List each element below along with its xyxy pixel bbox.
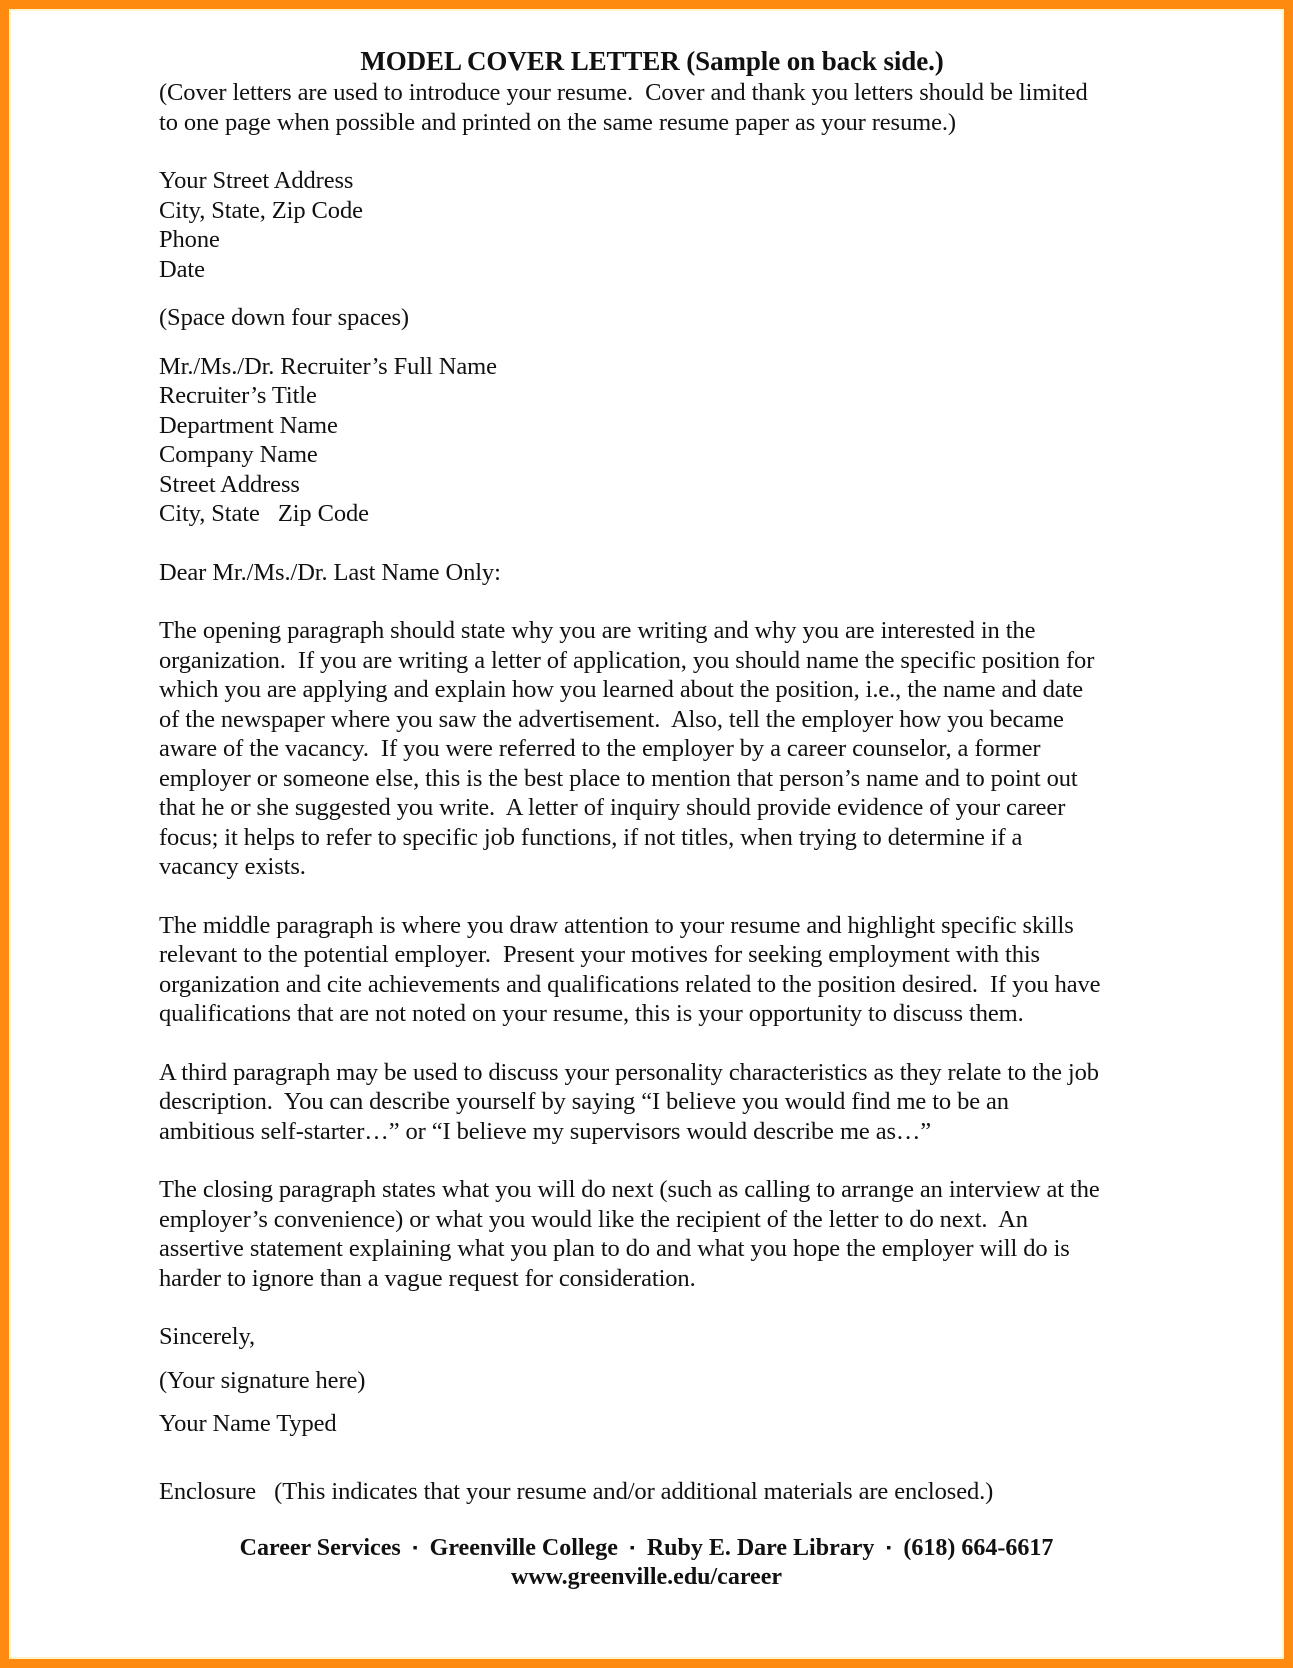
intro-note bbox=[159, 78, 1139, 137]
sender-phone: Phone bbox=[159, 226, 220, 253]
typed-name: Your Name Typed bbox=[159, 1410, 337, 1437]
cover-letter-document bbox=[159, 44, 1139, 1506]
middle-paragraph bbox=[159, 911, 1139, 1029]
footer-phone: (618) 664-6617 bbox=[903, 1535, 1054, 1561]
recipient-title: Recruiter’s Title bbox=[159, 382, 317, 409]
footer bbox=[0, 1534, 1293, 1592]
closing-paragraph bbox=[159, 1175, 1139, 1293]
intro-line: (Cover letters are used to introduce your resume. Cover and thank you letters should be limited bbox=[159, 79, 1088, 106]
paragraph-line: of the newspaper where you saw the advertisement. Also, tell the employer how you became bbox=[159, 705, 1064, 733]
paragraph-line: The middle paragraph is where you draw attention to your resume and highlight specific skills bbox=[159, 911, 1074, 939]
paragraph-line: harder to ignore than a vague request for consideration. bbox=[159, 1264, 696, 1292]
paragraph-line: The closing paragraph states what you will do next (such as calling to arrange an interview at the bbox=[159, 1176, 1100, 1203]
sender-street: Your Street Address bbox=[159, 167, 354, 194]
paragraph-line: focus; it helps to refer to specific job functions, if not titles, when trying to determine if a bbox=[159, 823, 1023, 851]
sender-city-state-zip: City, State, Zip Code bbox=[159, 196, 363, 224]
paragraph-line: aware of the vacancy. If you were referred to the employer by a career counselor, a former bbox=[159, 735, 1041, 762]
paragraph-line: assertive statement explaining what you plan to do and what you hope the employer will do is bbox=[159, 1235, 1070, 1262]
bullet-separator-icon: ▪ bbox=[629, 1541, 635, 1556]
bullet-separator-icon: ▪ bbox=[412, 1541, 418, 1556]
sender-date: Date bbox=[159, 255, 205, 283]
paragraph-line: ambitious self-starter…” or “I believe my supervisors would describe me as…” bbox=[159, 1117, 932, 1145]
bullet-separator-icon: ▪ bbox=[886, 1541, 892, 1556]
paragraph-line: employer’s convenience) or what you would like the recipient of the letter to do next. An bbox=[159, 1205, 1028, 1233]
footer-website-link[interactable]: www.greenville.edu/career bbox=[510, 1564, 783, 1590]
paragraph-line: vacancy exists. bbox=[159, 853, 306, 880]
footer-contact-line bbox=[0, 1534, 1293, 1563]
footer-library: Ruby E. Dare Library bbox=[646, 1535, 875, 1561]
paragraph-line: The opening paragraph should state why you are writing and why you are interested in the bbox=[159, 617, 1036, 644]
paragraph-line: relevant to the potential employer. Present your motives for seeking employment with this bbox=[159, 941, 1040, 968]
opening-paragraph bbox=[159, 616, 1139, 882]
signature-placeholder: (Your signature here) bbox=[159, 1366, 366, 1394]
recipient-department: Department Name bbox=[159, 411, 338, 439]
footer-college: Greenville College bbox=[429, 1535, 618, 1561]
spacing-note: (Space down four spaces) bbox=[159, 304, 409, 331]
recipient-address-block bbox=[159, 352, 1139, 529]
sender-address-block bbox=[159, 166, 1139, 284]
paragraph-line: organization and cite achievements and qualifications related to the position desired. If you have bbox=[159, 970, 1101, 998]
footer-career-services: Career Services bbox=[239, 1535, 401, 1561]
intro-line: to one page when possible and printed on the same resume paper as your resume.) bbox=[159, 108, 956, 136]
paragraph-line: qualifications that are not noted on your resume, this is your opportunity to discuss them. bbox=[159, 1000, 1024, 1027]
paragraph-line: description. You can describe yourself by saying “I believe you would find me to be an bbox=[159, 1088, 1009, 1115]
closing-salutation: Sincerely, bbox=[159, 1323, 256, 1350]
recipient-company: Company Name bbox=[159, 441, 318, 468]
enclosure-note: Enclosure (This indicates that your resume and/or additional materials are enclosed.) bbox=[159, 1477, 994, 1505]
paragraph-line: A third paragraph may be used to discuss your personality characteristics as they relate to the job bbox=[159, 1058, 1099, 1086]
recipient-street: Street Address bbox=[159, 470, 300, 498]
third-paragraph bbox=[159, 1058, 1139, 1147]
paragraph-line: which you are applying and explain how you learned about the position, i.e., the name and date bbox=[159, 676, 1084, 703]
page-title: MODEL COVER LETTER (Sample on back side.) bbox=[360, 46, 944, 76]
salutation: Dear Mr./Ms./Dr. Last Name Only: bbox=[159, 558, 501, 586]
paragraph-line: organization. If you are writing a letter of application, you should name the specific position for bbox=[159, 646, 1095, 674]
paragraph-line: that he or she suggested you write. A letter of inquiry should provide evidence of your career bbox=[159, 794, 1066, 821]
paragraph-line: employer or someone else, this is the best place to mention that person’s name and to point out bbox=[159, 764, 1078, 792]
recipient-city-state-zip: City, State Zip Code bbox=[159, 500, 369, 527]
recipient-full-name: Mr./Ms./Dr. Recruiter’s Full Name bbox=[159, 352, 497, 380]
